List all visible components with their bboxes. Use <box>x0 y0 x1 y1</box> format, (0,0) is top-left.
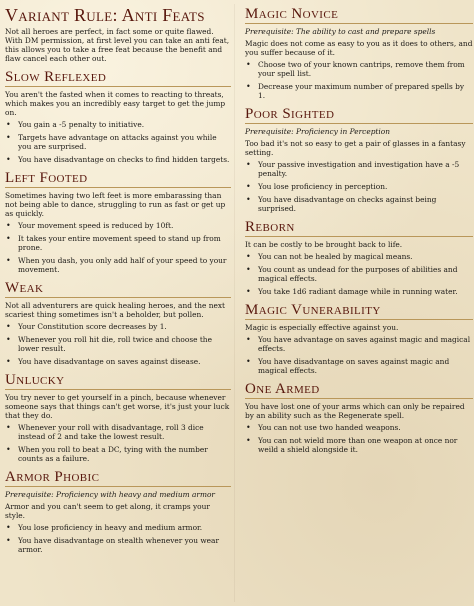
feat-heading: Magic Novice <box>245 6 339 22</box>
feat-section <box>5 69 231 164</box>
feat-effect-item: • Your movement speed is reduced by 10ft. <box>5 221 231 230</box>
feat-effect-item: • It takes your entire movement speed to stand up from prone. <box>5 234 231 252</box>
feat-heading: Unlucky <box>5 372 65 388</box>
heading-rule <box>5 389 231 390</box>
feat-description: It can be costly to be brought back to life. <box>245 240 403 249</box>
feat-section <box>245 302 473 375</box>
feat-effect-item: • Whenever your roll with disadvantage, roll 3 dice instead of 2 and take the lowest result. <box>5 423 231 441</box>
column-divider <box>234 4 235 602</box>
feat-effects-list <box>5 523 231 554</box>
feat-effect-item: • You have disadvantage on saves against disease. <box>5 357 231 366</box>
feat-effects-list <box>5 120 231 164</box>
feat-description: You aren't the fasted when it comes to reacting to threats, which makes you an incredibly easy target to get the jump on. <box>5 90 226 117</box>
feat-effect-item: • You gain a -5 penalty to initiative. <box>5 120 231 129</box>
feat-effect-item: • You count as undead for the purposes of abilities and magical effects. <box>245 265 473 283</box>
feat-effects-list <box>5 221 231 274</box>
feat-section <box>245 219 473 296</box>
feat-effect-item: • Targets have advantage on attacks against you while you are surprised. <box>5 133 231 151</box>
heading-rule <box>5 297 231 298</box>
feat-effect-item: • You have disadvantage on saves against magic and magical effects. <box>245 357 473 375</box>
feat-description: Not all adventurers are quick healing heroes, and the next scariest thing sometimes isn't a beholder, but pollen. <box>5 301 226 319</box>
heading-rule <box>245 319 473 320</box>
feat-section <box>245 106 473 213</box>
feat-heading: Magic Vunerability <box>245 302 381 318</box>
right-feat-list <box>245 6 473 454</box>
feat-effect-item: • You take 1d6 radiant damage while in running water. <box>245 287 473 296</box>
feat-effect-item: • You have disadvantage on checks to find hidden targets. <box>5 155 231 164</box>
heading-rule <box>245 236 473 237</box>
feat-prerequisite: Prerequisite: The ability to cast and prepare spells <box>245 27 436 36</box>
feat-effect-item: • Choose two of your known cantrips, remove them from your spell list. <box>245 60 473 78</box>
feat-effect-item: • You can not use two handed weapons. <box>245 423 473 432</box>
feat-effect-item: • When you roll to beat a DC, tying with the number counts as a failure. <box>5 445 231 463</box>
left-feat-list <box>5 69 231 554</box>
feat-description: You try never to get yourself in a pinch, because whenever someone says that things can't get worse, it's just your luck that they do. <box>5 393 230 420</box>
feat-effects-list <box>245 60 473 100</box>
page-title: Variant Rule: Anti Feats <box>5 5 205 25</box>
heading-rule <box>5 86 231 87</box>
feat-section <box>5 372 231 463</box>
feat-heading: Weak <box>5 280 44 296</box>
feat-section <box>5 170 231 274</box>
feat-heading: Reborn <box>245 219 295 235</box>
feat-effect-item: • You lose proficiency in heavy and medium armor. <box>5 523 231 532</box>
feat-description: Magic is especially effective against you. <box>245 323 399 332</box>
feat-effect-item: • Whenever you roll hit die, roll twice and choose the lower result. <box>5 335 231 353</box>
feat-effects-list <box>245 335 473 375</box>
feat-effect-item: • You can not wield more than one weapon at once nor weild a shield alongside it. <box>245 436 473 454</box>
feat-effects-list <box>245 423 473 454</box>
heading-rule <box>5 187 231 188</box>
feat-effects-list <box>245 160 473 213</box>
feat-effect-item: • You have disadvantage on checks against being surprised. <box>245 195 473 213</box>
heading-rule <box>245 123 473 124</box>
heading-rule <box>5 486 231 487</box>
feat-effect-item: • Your passive investigation and investigation have a -5 penalty. <box>245 160 473 178</box>
feat-heading: Poor Sighted <box>245 106 335 122</box>
feat-effect-item: • You can not be healed by magical means. <box>245 252 473 261</box>
feat-effect-item: • Your Constitution score decreases by 1. <box>5 322 231 331</box>
feat-effect-item: • When you dash, you only add half of your speed to your movement. <box>5 256 231 274</box>
feat-description: You have lost one of your arms which can only be repaired by an ability such as the Regenerate spell. <box>245 402 465 420</box>
feat-effect-item: • Decrease your maximum number of prepared spells by 1. <box>245 82 473 100</box>
feat-prerequisite: Prerequisite: Proficiency in Perception <box>245 127 390 136</box>
feat-effects-list <box>5 423 231 463</box>
feat-heading: Armor Phobic <box>5 469 100 485</box>
feat-section <box>245 6 473 100</box>
feat-effects-list <box>245 252 473 296</box>
document-page <box>5 0 473 606</box>
feat-effects-list <box>5 322 231 366</box>
feat-description: Armor and you can't seem to get along, it cramps your style. <box>5 502 210 520</box>
heading-rule <box>245 23 473 24</box>
feat-description: Sometimes having two left feet is more embarassing than not being able to dance, struggling to run as fast or get up as quickly. <box>5 191 226 218</box>
feat-description: Too bad it's not so easy to get a pair of glasses in a fantasy setting. <box>245 139 466 157</box>
heading-rule <box>245 398 473 399</box>
feat-prerequisite: Prerequisite: Proficiency with heavy and medium armor <box>5 490 215 499</box>
feat-description: Magic does not come as easy to you as it does to others, and you suffer because of it. <box>245 39 473 57</box>
right-column <box>245 0 473 458</box>
feat-heading: One Armed <box>245 381 320 397</box>
feat-effect-item: • You have advantage on saves against magic and magical effects. <box>245 335 473 353</box>
feat-effect-item: • You lose proficiency in perception. <box>245 182 473 191</box>
feat-effect-item: • You have disadvantage on stealth whenever you wear armor. <box>5 536 231 554</box>
feat-section <box>5 469 231 554</box>
left-column <box>5 0 231 558</box>
feat-heading: Slow Reflexed <box>5 69 107 85</box>
feat-heading: Left Footed <box>5 170 88 186</box>
intro-text: Not all heroes are perfect, in fact some or quite flawed. With DM permission, at first level you can take an anti feat, this allows you to take a free feat because the benefit and flaw cancel each other out. <box>5 27 230 63</box>
feat-section <box>245 381 473 454</box>
feat-section <box>5 280 231 366</box>
